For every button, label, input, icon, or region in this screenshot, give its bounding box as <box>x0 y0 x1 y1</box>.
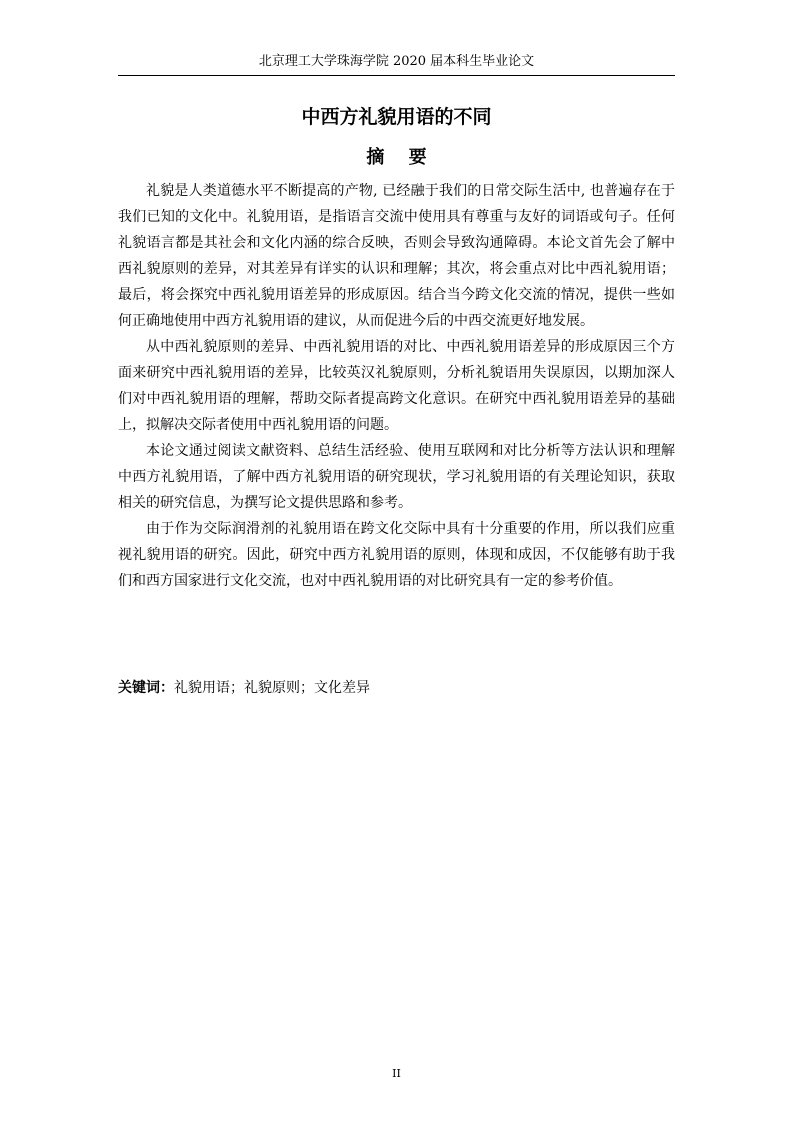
page-number: II <box>392 1067 401 1080</box>
keywords-label: 关键词： <box>118 680 174 696</box>
paper-title: 中西方礼貌用语的不同 <box>301 106 492 128</box>
abstract-paragraph-2: 从中西礼貌原则的差异、中西礼貌用语的对比、中西礼貌用语差异的形成原因三个方面来研究中西礼貌用语的差异，比较英汉礼貌原则，分析礼貌语用失误原因，以期加深人们对中西礼貌用语的理解，帮助交际者提高跨文化意识。在研究中西礼貌用语差异的基础上，拟解决交际者使用中西礼貌用语的问题。 <box>118 339 675 433</box>
keywords-line <box>118 675 675 701</box>
keywords-value: 礼貌用语；礼貌原则；文化差异 <box>174 680 370 696</box>
abstract-paragraph-1: 礼貌是人类道德水平不断提高的产物, 已经融于我们的日常交际生活中, 也普遍存在于我们已知的文化中。礼貌用语，是指语言交流中使用具有尊重与友好的词语或句子。任何礼貌语言都是其社会和文化内涵的综合反映，否则会导致沟通障碍。本论文首先会了解中西礼貌原则的差异，对其差异有详实的认识和理解；其次，将会重点对比中西礼貌用语；最后，将会探究中西礼貌用语差异的形成原因。结合当今跨文化交流的情况，提供一些如何正确地使用中西方礼貌用语的建议，从而促进今后的中西交流更好地发展。 <box>118 183 675 329</box>
abstract-paragraph-3: 本论文通过阅读文献资料、总结生活经验、使用互联网和对比分析等方法认识和理解中西方礼貌用语，了解中西方礼貌用语的研究现状，学习礼貌用语的有关理论知识，获取相关的研究信息，为撰写论文提供思路和参考。 <box>118 443 675 511</box>
abstract-body <box>118 178 675 594</box>
running-header: 北京理工大学珠海学院 2020 届本科生毕业论文 <box>258 54 535 69</box>
abstract-heading: 摘 要 <box>366 147 436 168</box>
abstract-paragraph-4: 由于作为交际润滑剂的礼貌用语在跨文化交际中具有十分重要的作用，所以我们应重视礼貌用语的研究。因此，研究中西方礼貌用语的原则，体现和成因，不仅能够有助于我们和西方国家进行文化交流，也对中西礼貌用语的对比研究具有一定的参考价值。 <box>118 521 675 589</box>
header-rule <box>118 75 675 76</box>
